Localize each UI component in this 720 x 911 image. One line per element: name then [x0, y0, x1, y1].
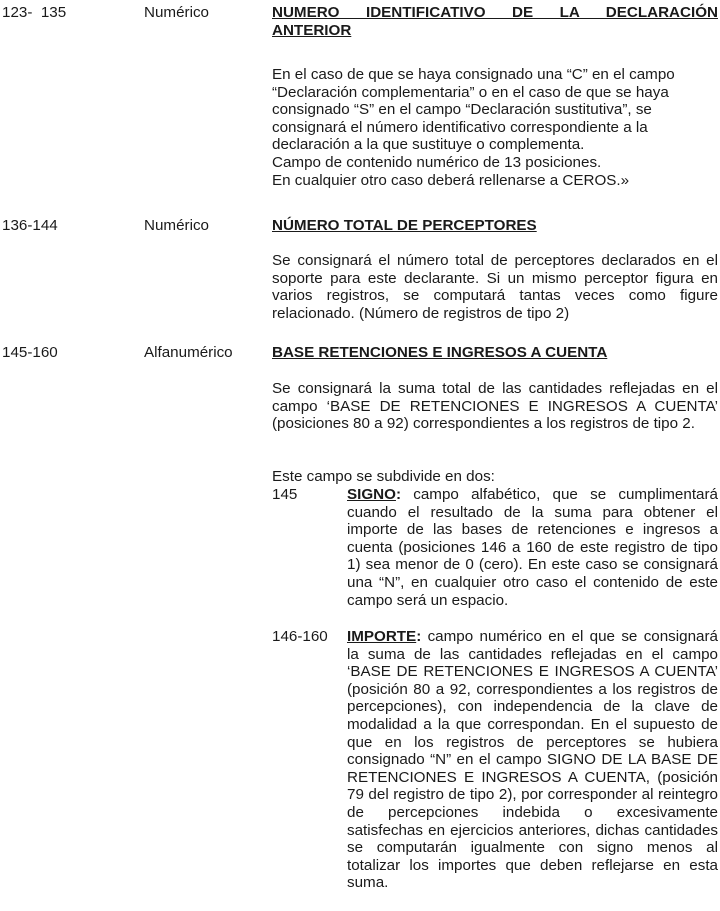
description-line: En cualquier otro caso deberá rellenarse a CEROS.»	[272, 171, 630, 189]
description-line: declaración a la que sustituye o complementa.	[272, 136, 585, 154]
field-type: Numérico	[144, 4, 209, 21]
field-title-line1: NÚMERO TOTAL DE PERCEPTORES	[272, 217, 537, 234]
description-line: “Declaración complementaria” o en el caso de que se haya	[272, 83, 669, 101]
subfield-text: campo numérico en el que se consignará la suma de las cantidades reflejadas en el campo ‘BASE DE RETENCIONES E INGRESOS A CUENTA’ (posición 80 a 92, correspondientes a los registros de percepciones), con independencia de la clave de modalidad a la que correspondan. En el supuesto de que en los registros de perceptores se hubiera consignado “N” en el campo SIGNO DE LA BASE DE RETENCIONES E INGRESOS A CUENTA, (posición 79 del registro de tipo 2), por corresponder al reintegro de percepciones indebida o excesivamente satisfechas en ejercicios anteriores, dichas cantidades se computarán igualmente con signo menos al totalizar los importes que deben reflejarse en esta suma.	[347, 628, 718, 892]
field-positions: 123- 135	[2, 4, 67, 21]
field-title-line1: NUMERO IDENTIFICATIVO DE LA DECLARACIÓN	[272, 4, 718, 21]
field-title	[272, 217, 718, 235]
subfield-importe	[272, 628, 718, 892]
field-title-line2: ANTERIOR	[272, 22, 352, 39]
subfield-positions: 145	[272, 486, 298, 503]
subfield-colon: :	[395, 486, 402, 503]
subfield-label: SIGNO	[347, 486, 396, 503]
field-type: Numérico	[144, 217, 209, 234]
description-line: En el caso de que se haya consignado una “C” en el campo	[272, 66, 675, 83]
field-title-continued	[272, 22, 718, 40]
field-description: Se consignará la suma total de las cantidades reflejadas en el campo ‘BASE DE RETENCIONES E INGRESOS A CUENTA’ (posiciones 80 a 92) correspondientes a los registros de tipo 2.	[272, 380, 718, 433]
field-title	[272, 344, 718, 362]
description-line: consignado “S” en el campo “Declaración sustitutiva”, se	[272, 101, 652, 119]
subdivide-intro: Este campo se subdivide en dos:	[272, 468, 495, 485]
field-description: Se consignará el número total de perceptores declarados en el soporte para este declarante. Si un mismo perceptor figura en varios registros, se computará tantas veces como figure relacionado. (Número de registros de tipo 2)	[272, 252, 718, 322]
field-positions: 145-160	[2, 344, 58, 361]
subfield-text: campo alfabético, que se cumplimentará cuando el resultado de la suma para obtener el importe de las bases de retenciones e ingresos a cuenta (posiciones 146 a 160 de este registro de tipo 1) sea menor de 0 (cero). En este caso se consignará una “N”, en cualquier otro caso el contenido de este campo será un espacio.	[347, 486, 718, 609]
field-positions: 136-144	[2, 217, 58, 234]
subfield-body	[347, 486, 718, 609]
subfield-signo	[272, 486, 718, 609]
field-description	[272, 66, 718, 189]
subfield-colon: :	[416, 628, 422, 645]
subfield-label: IMPORTE	[347, 628, 417, 645]
field-type: Alfanumérico	[144, 344, 233, 361]
subfield-body	[347, 628, 718, 892]
field-title-line1: BASE RETENCIONES E INGRESOS A CUENTA	[272, 344, 608, 361]
field-title	[272, 4, 718, 22]
description-line: consignará el número identificativo correspondiente a la	[272, 118, 648, 136]
description-line: Campo de contenido numérico de 13 posiciones.	[272, 153, 602, 171]
subfield-positions: 146-160	[272, 628, 328, 645]
